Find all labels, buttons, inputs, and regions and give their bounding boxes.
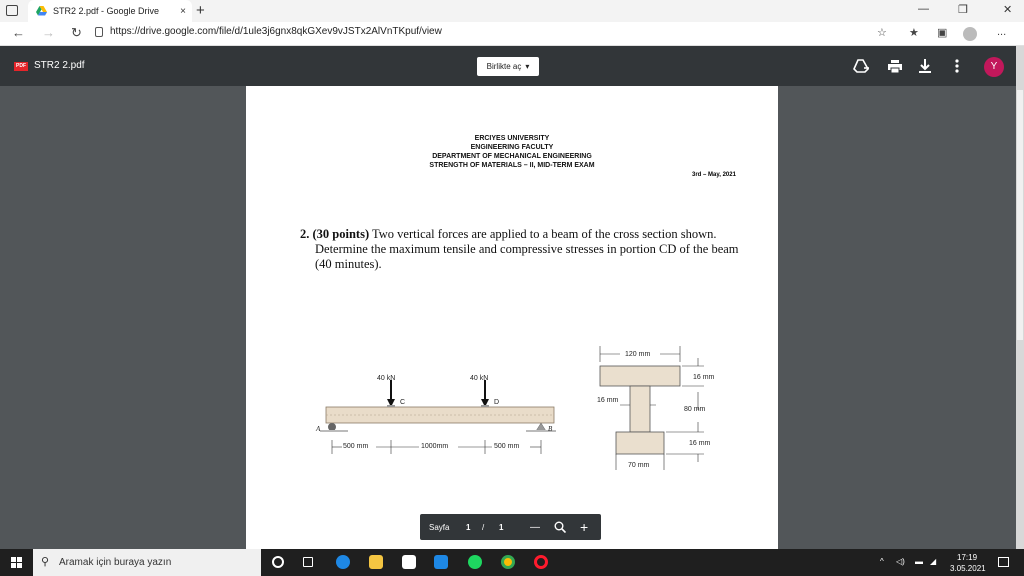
force-label-right: 40 kN <box>470 375 489 382</box>
clock-date[interactable]: 3.05.2021 <box>950 564 986 573</box>
scrollbar[interactable] <box>1016 46 1024 549</box>
scrollbar-thumb[interactable] <box>1017 90 1023 340</box>
profile-icon[interactable] <box>963 27 977 41</box>
question-number: 2. <box>300 227 310 241</box>
cross-section-figure <box>590 342 730 474</box>
add-favorite-icon[interactable]: ☆ <box>877 27 887 39</box>
web <box>630 386 650 432</box>
back-button[interactable]: ← <box>12 25 25 40</box>
favorites-icon[interactable]: ★ <box>909 27 919 39</box>
dim-label-db: 500 mm <box>494 443 520 450</box>
file-explorer-icon[interactable] <box>369 555 383 569</box>
minimize-button[interactable]: — <box>918 3 929 15</box>
cs-label-web: 16 mm <box>597 397 619 404</box>
pdf-file-icon: PDF <box>16 63 26 69</box>
zoom-in-button[interactable]: + <box>580 519 589 535</box>
exam-date: 3rd – May, 2021 <box>692 172 736 178</box>
google-drive-icon <box>36 6 47 16</box>
mail-icon[interactable] <box>434 555 448 569</box>
clock-time[interactable]: 17:19 <box>957 553 978 562</box>
avatar[interactable]: Y <box>984 57 1004 77</box>
zoom-icon[interactable] <box>554 521 566 533</box>
tab-drive-pdf[interactable] <box>28 0 192 22</box>
question <box>300 227 748 272</box>
question-text: Two vertical forces are applied to a beam of the cross section shown. Determine the maximum tensile and compressive stresses in portion CD of the beam (40 minutes). <box>315 227 739 271</box>
tab-close-icon[interactable]: × <box>180 5 186 17</box>
address-bar-row <box>0 22 1024 46</box>
cs-label-top-width: 120 mm <box>625 351 651 358</box>
cs-label-top-flange: 16 mm <box>693 374 715 381</box>
chevron-down-icon: ▾ <box>525 62 530 71</box>
question-points: (30 points) <box>312 227 370 241</box>
volume-icon[interactable]: ◁) <box>896 557 905 566</box>
taskbar <box>0 549 1024 576</box>
tab-bar <box>0 0 1024 22</box>
download-icon[interactable] <box>919 59 931 73</box>
cs-label-bottom-flange: 16 mm <box>689 440 711 447</box>
spotify-icon[interactable] <box>468 555 482 569</box>
notifications-icon[interactable] <box>998 557 1009 567</box>
lock-icon <box>95 27 103 37</box>
cs-label-bottom-width: 70 mm <box>628 462 650 469</box>
new-tab-button[interactable]: + <box>196 2 205 19</box>
collections-icon[interactable]: ▣ <box>937 27 948 39</box>
zoom-out-button[interactable]: — <box>530 522 540 533</box>
restore-button[interactable]: ❐ <box>958 4 968 16</box>
open-with-button[interactable] <box>477 57 539 76</box>
open-with-label: Birlikte aç <box>486 62 522 71</box>
battery-icon[interactable]: ▬ <box>915 557 923 566</box>
cs-label-web-height: 80 mm <box>684 406 706 413</box>
pdf-viewer <box>0 46 1024 549</box>
point-label-b: B <box>548 425 553 433</box>
top-flange <box>600 366 680 386</box>
edge-icon[interactable] <box>336 555 350 569</box>
cortana-icon[interactable] <box>272 556 284 568</box>
task-view-icon[interactable] <box>303 557 313 567</box>
page-controls <box>420 514 601 540</box>
load-plate-d <box>481 405 489 407</box>
dim-label-cd: 1000mm <box>421 443 449 450</box>
search-placeholder: Aramak için buraya yazın <box>59 557 172 568</box>
taskbar-search-input[interactable] <box>33 549 261 576</box>
header-line: ERCIYES UNIVERSITY <box>474 135 550 142</box>
chrome-icon[interactable] <box>501 555 515 569</box>
settings-more-button[interactable]: ... <box>997 26 1007 38</box>
point-label-c: C <box>400 399 406 406</box>
bottom-flange <box>616 432 664 454</box>
header-line: DEPARTMENT OF MECHANICAL ENGINEERING <box>432 153 592 160</box>
support-b <box>536 423 546 431</box>
tab-actions-icon[interactable] <box>6 5 18 16</box>
search-icon: ⚲ <box>41 556 50 568</box>
viewer-toolbar <box>0 46 1024 86</box>
page-current[interactable]: 1 <box>466 523 471 532</box>
print-icon[interactable] <box>888 60 902 73</box>
file-name: STR2 2.pdf <box>34 60 85 71</box>
support-a <box>328 423 336 431</box>
exam-header <box>246 134 778 170</box>
more-options-icon[interactable] <box>955 59 959 73</box>
point-label-d: D <box>494 399 500 406</box>
url-input[interactable]: https://drive.google.com/file/d/1ule3j6gnx8qkGXev9vJSTx2AlVnTKpuf/view <box>110 26 442 37</box>
page-label: Sayfa <box>429 523 450 532</box>
header-line: ENGINEERING FACULTY <box>470 144 554 151</box>
windows-start-icon[interactable] <box>11 557 22 568</box>
opera-icon[interactable] <box>534 555 548 569</box>
tray-chevron-icon[interactable]: ^ <box>880 557 884 566</box>
page-total: 1 <box>499 523 504 532</box>
header-line: STRENGTH OF MATERIALS – II, MID-TERM EXAM <box>429 162 595 169</box>
network-icon[interactable]: ◢ <box>930 557 937 566</box>
tab-title: STR2 2.pdf - Google Drive <box>53 6 160 16</box>
pdf-page <box>246 86 778 549</box>
beam-figure <box>304 364 574 470</box>
load-plate-c <box>387 405 395 407</box>
point-label-a: A <box>316 425 321 433</box>
forward-button[interactable]: → <box>42 25 55 40</box>
page-separator: / <box>482 523 485 532</box>
store-icon[interactable] <box>402 555 416 569</box>
force-label-left: 40 kN <box>377 375 396 382</box>
reload-button[interactable]: ↻ <box>71 25 82 40</box>
add-to-drive-icon[interactable] <box>853 59 869 73</box>
close-window-button[interactable]: ✕ <box>1003 4 1013 16</box>
dim-label-ac: 500 mm <box>343 443 369 450</box>
